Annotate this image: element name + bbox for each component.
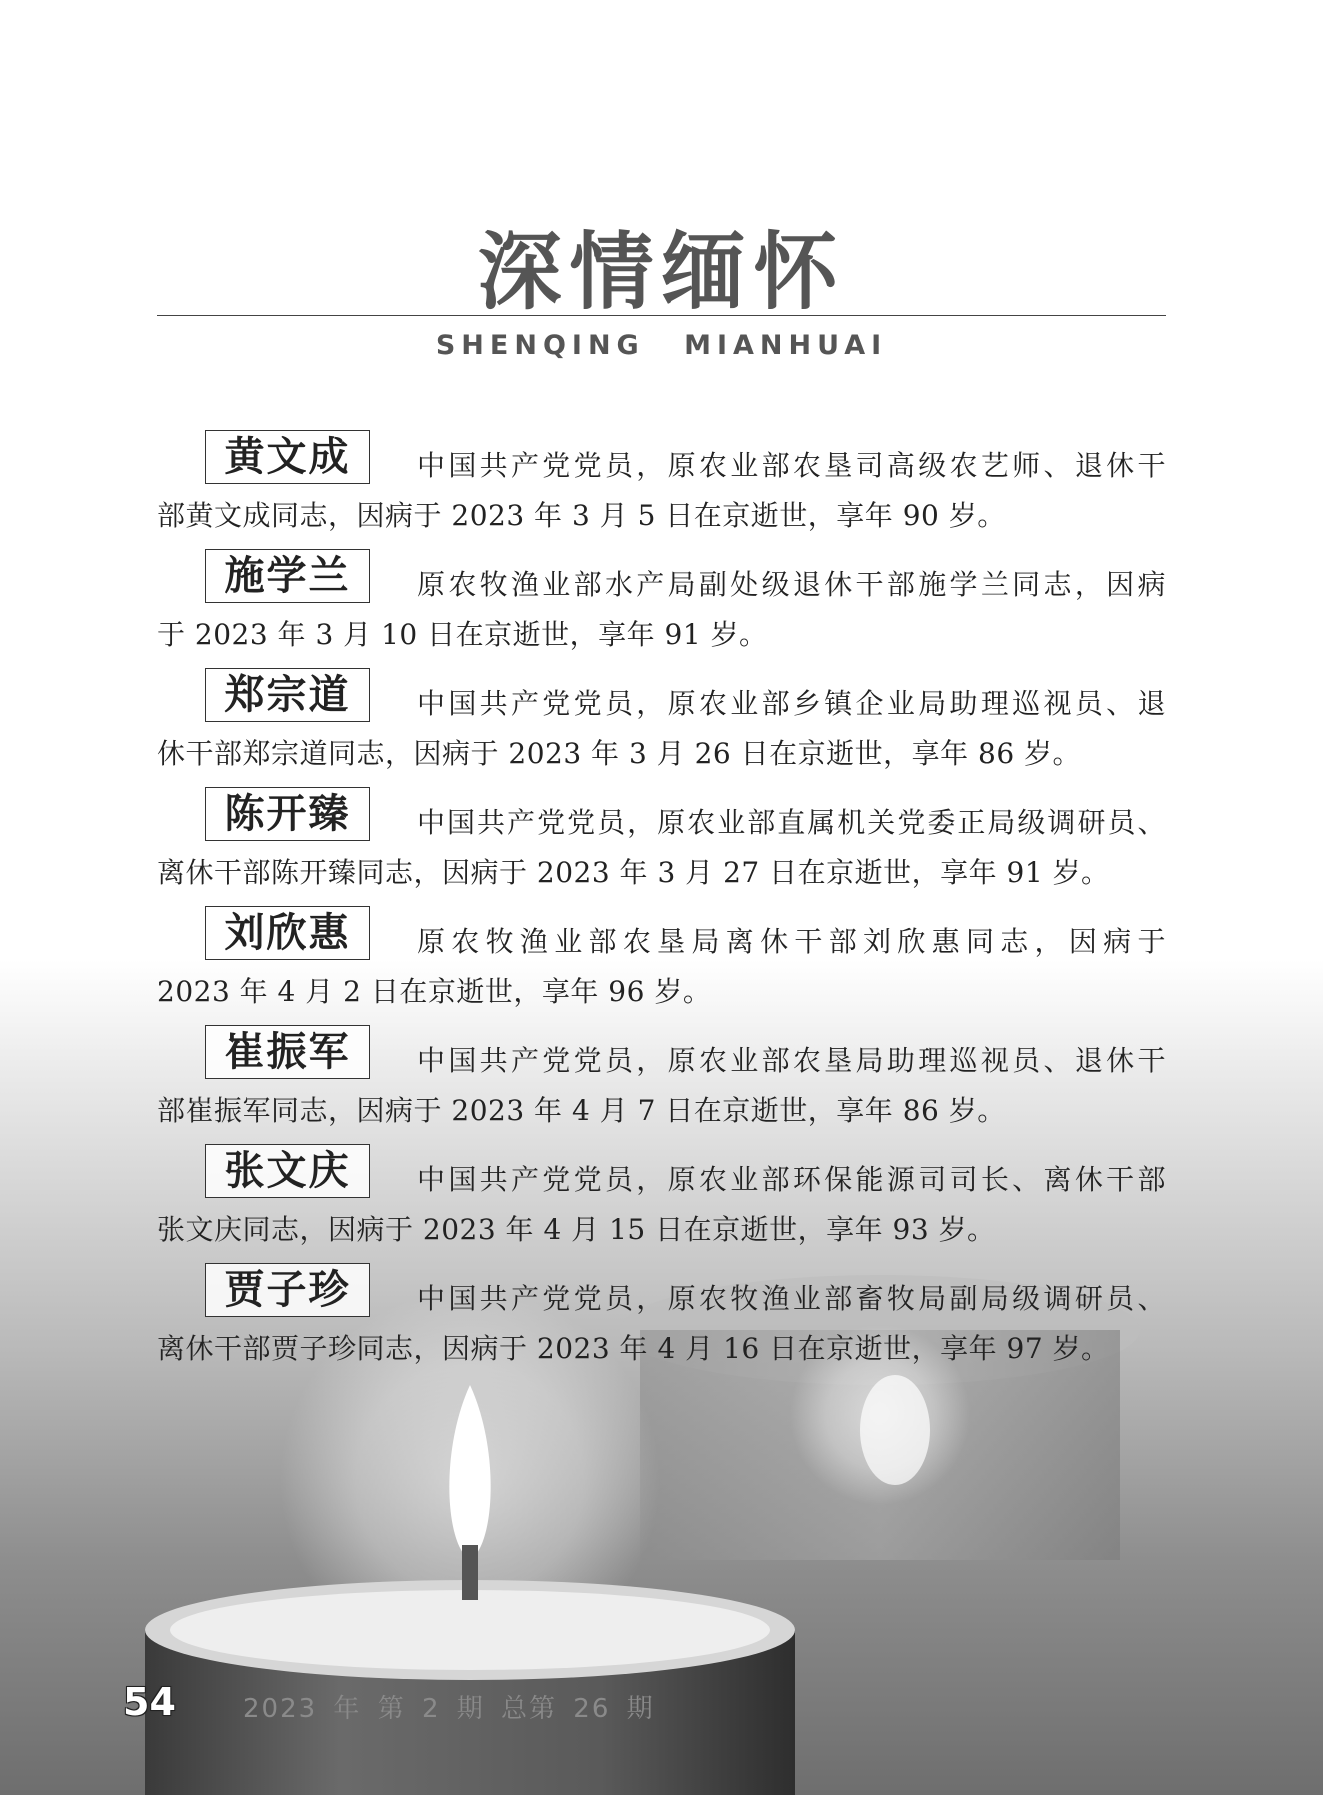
person-name: 郑宗道 bbox=[205, 668, 370, 722]
list-item bbox=[157, 549, 1166, 668]
entry-text-line1: 原农牧渔业部水产局副处级退休干部施学兰同志，因病 bbox=[417, 568, 1166, 601]
person-name: 张文庆 bbox=[205, 1144, 370, 1198]
person-name: 贾子珍 bbox=[205, 1263, 370, 1317]
issue-info: 2023 年 第 2 期 总第 26 期 bbox=[243, 1694, 655, 1724]
person-name: 黄文成 bbox=[205, 430, 370, 484]
person-name: 崔振军 bbox=[205, 1025, 370, 1079]
person-name: 刘欣惠 bbox=[205, 906, 370, 960]
entry-text-line2: 2023 年 4 月 2 日在京逝世，享年 96 岁。 bbox=[157, 975, 712, 1008]
title-divider bbox=[157, 315, 1166, 316]
list-item bbox=[157, 787, 1166, 906]
entry-text-line1: 中国共产党党员，原农业部直属机关党委正局级调研员、 bbox=[417, 806, 1166, 839]
entry-text-line1: 中国共产党党员，原农业部农垦局助理巡视员、退休干 bbox=[417, 1044, 1166, 1077]
entry-text-line1: 原农牧渔业部农垦局离休干部刘欣惠同志，因病于 bbox=[417, 925, 1166, 958]
entry-text-line1: 中国共产党党员，原农业部农垦司高级农艺师、退休干 bbox=[417, 449, 1166, 482]
list-item bbox=[157, 906, 1166, 1025]
entry-text-line1: 中国共产党党员，原农牧渔业部畜牧局副局级调研员、 bbox=[417, 1282, 1166, 1315]
entry-text-line1: 中国共产党党员，原农业部环保能源司司长、离休干部 bbox=[417, 1163, 1166, 1196]
entry-text-line1: 中国共产党党员，原农业部乡镇企业局助理巡视员、退 bbox=[417, 687, 1166, 720]
entry-text-line2: 部崔振军同志，因病于 2023 年 4 月 7 日在京逝世，享年 86 岁。 bbox=[157, 1094, 1006, 1127]
entry-text-line2: 离休干部贾子珍同志，因病于 2023 年 4 月 16 日在京逝世，享年 97 岁。 bbox=[157, 1332, 1110, 1365]
list-item bbox=[157, 1263, 1166, 1382]
list-item bbox=[157, 1144, 1166, 1263]
page-subtitle: SHENQING MIANHUAI bbox=[435, 330, 888, 361]
entry-text-line2: 于 2023 年 3 月 10 日在京逝世，享年 91 岁。 bbox=[157, 618, 768, 651]
list-item bbox=[157, 668, 1166, 787]
page-number: 54 bbox=[123, 1680, 176, 1724]
list-item bbox=[157, 430, 1166, 549]
obituary-list bbox=[157, 430, 1166, 1382]
entry-text-line2: 离休干部陈开臻同志，因病于 2023 年 3 月 27 日在京逝世，享年 91 岁。 bbox=[157, 856, 1110, 889]
list-item bbox=[157, 1025, 1166, 1144]
person-name: 陈开臻 bbox=[205, 787, 370, 841]
person-name: 施学兰 bbox=[205, 549, 370, 603]
entry-text-line2: 部黄文成同志，因病于 2023 年 3 月 5 日在京逝世，享年 90 岁。 bbox=[157, 499, 1006, 532]
page-title: 深情缅怀 bbox=[477, 222, 846, 321]
entry-text-line2: 休干部郑宗道同志，因病于 2023 年 3 月 26 日在京逝世，享年 86 岁。 bbox=[157, 737, 1082, 770]
entry-text-line2: 张文庆同志，因病于 2023 年 4 月 15 日在京逝世，享年 93 岁。 bbox=[157, 1213, 996, 1246]
